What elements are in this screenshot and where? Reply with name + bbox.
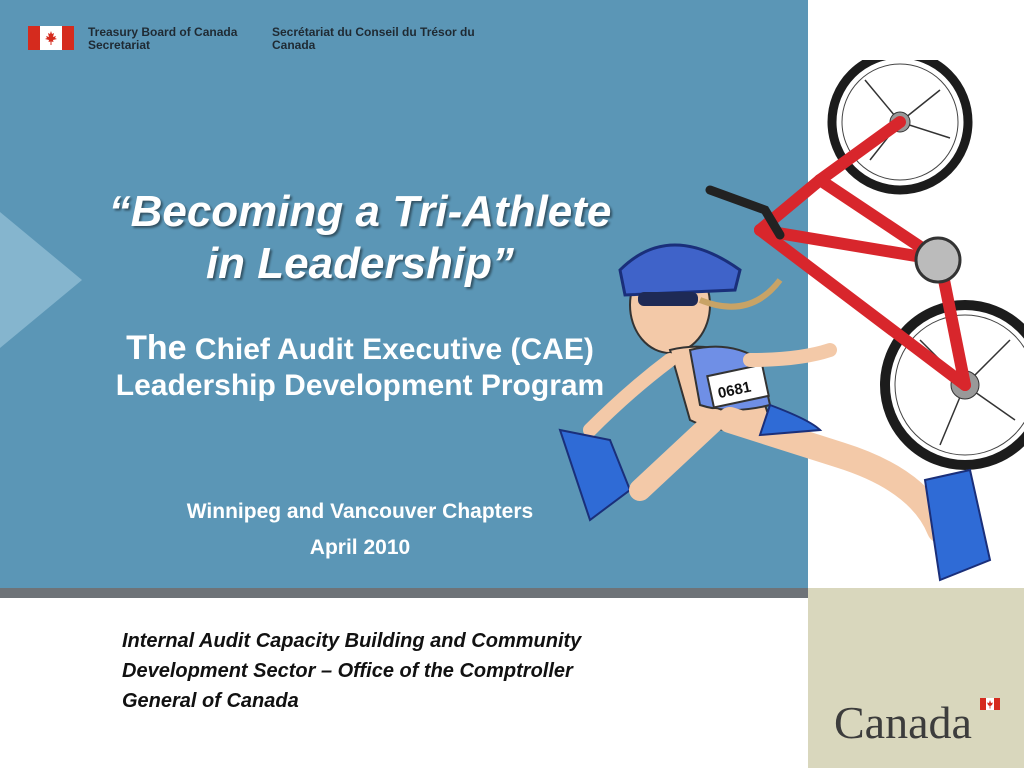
canada-flag-icon: [28, 26, 74, 50]
canada-wordmark-text: Canada: [834, 697, 972, 746]
wordmark-flag-icon: [980, 698, 1000, 710]
department-name-en: Treasury Board of Canada Secretariat: [88, 25, 238, 52]
title-text-line-2: in Leadership: [205, 239, 493, 288]
triathlete-illustration: [520, 60, 1024, 590]
sector-line-3: General of Canada: [122, 690, 299, 712]
left-fin-icon: [560, 430, 630, 520]
race-bib-number: 0681: [716, 378, 753, 403]
title-open-quote: “: [108, 187, 131, 236]
chapters-text: Winnipeg and Vancouver Chapters: [186, 500, 534, 523]
title-text-line-1: Becoming a Tri-Athlete: [130, 187, 612, 236]
sector-line-2: Development Sector – Office of the Comptroller: [122, 660, 573, 682]
subtitle-prefix: The: [126, 329, 187, 367]
canada-wordmark: [834, 694, 1004, 746]
sector-attribution: [122, 626, 742, 716]
sector-line-1: Internal Audit Capacity Building and Community: [122, 630, 582, 652]
helmet-icon: [620, 245, 740, 295]
title-close-quote: ”: [492, 239, 515, 288]
subtitle-line-2: Leadership Development Program: [115, 369, 605, 402]
right-fin-icon: [925, 470, 990, 580]
bike-crank-icon: [916, 238, 960, 282]
event-date: April 2010: [309, 536, 411, 559]
subtitle-rest: Chief Audit Executive (CAE): [186, 333, 594, 366]
government-header: [28, 26, 492, 58]
department-name-fr: Secrétariat du Conseil du Trésor du Canada: [272, 25, 475, 52]
